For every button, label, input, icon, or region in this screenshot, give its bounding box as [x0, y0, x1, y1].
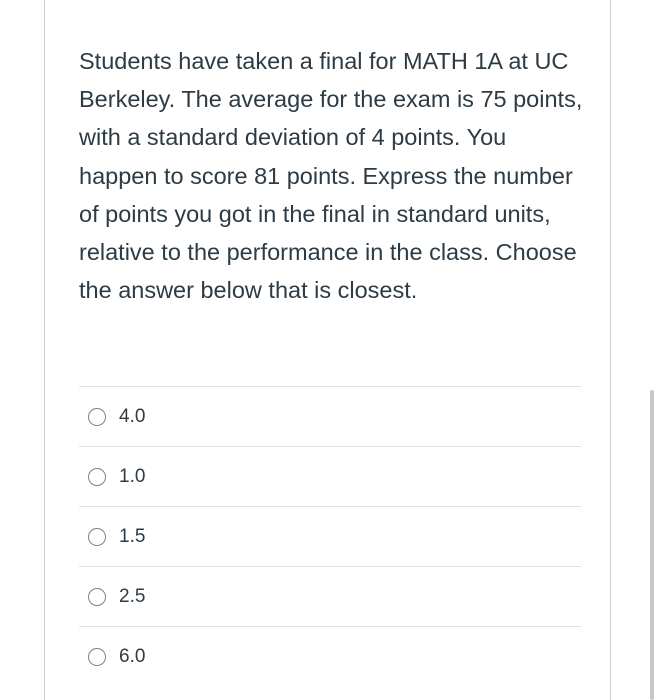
- radio-button-icon[interactable]: [88, 528, 106, 546]
- radio-button-icon[interactable]: [88, 408, 106, 426]
- answer-option-3[interactable]: [79, 506, 581, 566]
- radio-button-icon[interactable]: [88, 588, 106, 606]
- question-card: [44, 0, 611, 700]
- answer-option-2[interactable]: [79, 446, 581, 506]
- answer-label: 2.5: [119, 585, 146, 607]
- answer-label: 6.0: [119, 645, 146, 667]
- radio-button-icon[interactable]: [88, 468, 106, 486]
- answer-label: 1.5: [119, 525, 146, 547]
- answer-option-4[interactable]: [79, 566, 581, 626]
- answer-list: [79, 386, 581, 686]
- answer-label: 1.0: [119, 465, 146, 487]
- radio-button-icon[interactable]: [88, 648, 106, 666]
- answer-label: 4.0: [119, 405, 146, 427]
- question-text: Students have taken a final for MATH 1A at UC Berkeley. The average for the exam is 75 points, with a standard deviation of 4 points. You happen to score 81 points. Express the number of points you got in the final in standard units, relative to the performance in the class. Choose the answer below that is closest.: [79, 48, 583, 304]
- answer-option-1[interactable]: [79, 386, 581, 446]
- scrollbar[interactable]: [650, 390, 654, 700]
- answer-option-5[interactable]: [79, 626, 581, 686]
